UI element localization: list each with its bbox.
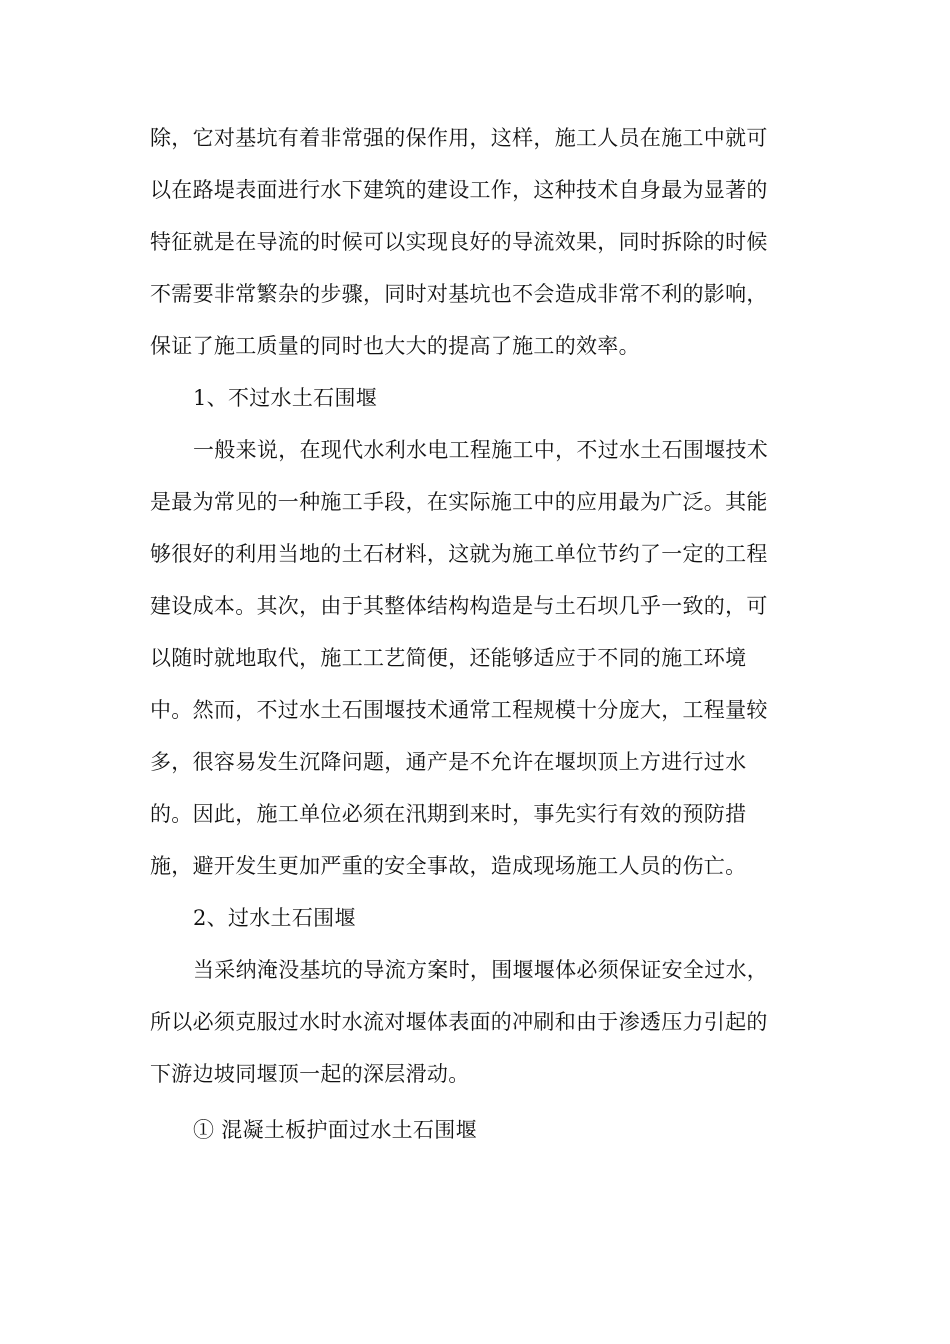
text-line: 所以必须克服过水时水流对堰体表面的冲刷和由于渗透压力引起的 xyxy=(150,1010,768,1034)
text-line: 建设成本。其次，由于其整体结构构造是与土石坝几乎一致的，可 xyxy=(150,594,768,618)
text-line: 中。然而，不过水土石围堰技术通常工程规模十分庞大，工程量较 xyxy=(150,698,768,722)
paragraph xyxy=(150,112,800,372)
subsection-heading: ① 混凝土板护面过水土石围堰 xyxy=(193,1118,477,1142)
text-line: 施，避开发生更加严重的安全事故，造成现场施工人员的伤亡。 xyxy=(150,854,747,878)
section-heading: 1、不过水土石围堰 xyxy=(193,386,378,410)
text-line: 下游边坡同堰顶一起的深层滑动。 xyxy=(150,1062,470,1086)
paragraph xyxy=(150,424,800,892)
text-line: 的。因此，施工单位必须在汛期到来时，事先实行有效的预防措 xyxy=(150,802,747,826)
text-line: 特征就是在导流的时候可以实现良好的导流效果，同时拆除的时候 xyxy=(150,230,768,254)
text-line: 当采纳淹没基坑的导流方案时，围堰堰体必须保证安全过水， xyxy=(193,958,769,982)
document-body xyxy=(150,112,800,1156)
section-heading: 2、过水土石围堰 xyxy=(193,906,356,930)
text-line: 除，它对基坑有着非常强的保作用，这样，施工人员在施工中就可 xyxy=(150,126,768,150)
text-line: 不需要非常繁杂的步骤，同时对基坑也不会造成非常不利的影响， xyxy=(150,282,768,306)
text-line: 以在路堤表面进行水下建筑的建设工作，这种技术自身最为显著的 xyxy=(150,178,768,202)
paragraph xyxy=(150,944,800,1100)
text-line: 以随时就地取代，施工工艺简便，还能够适应于不同的施工环境 xyxy=(150,646,747,670)
text-line: 一般来说，在现代水利水电工程施工中，不过水土石围堰技术 xyxy=(193,438,769,462)
text-line: 多，很容易发生沉降问题，通产是不允许在堰坝顶上方进行过水 xyxy=(150,750,747,774)
text-line: 是最为常见的一种施工手段，在实际施工中的应用最为广泛。其能 xyxy=(150,490,768,514)
text-line: 够很好的利用当地的土石材料，这就为施工单位节约了一定的工程 xyxy=(150,542,768,566)
text-line: 保证了施工质量的同时也大大的提高了施工的效率。 xyxy=(150,334,640,358)
